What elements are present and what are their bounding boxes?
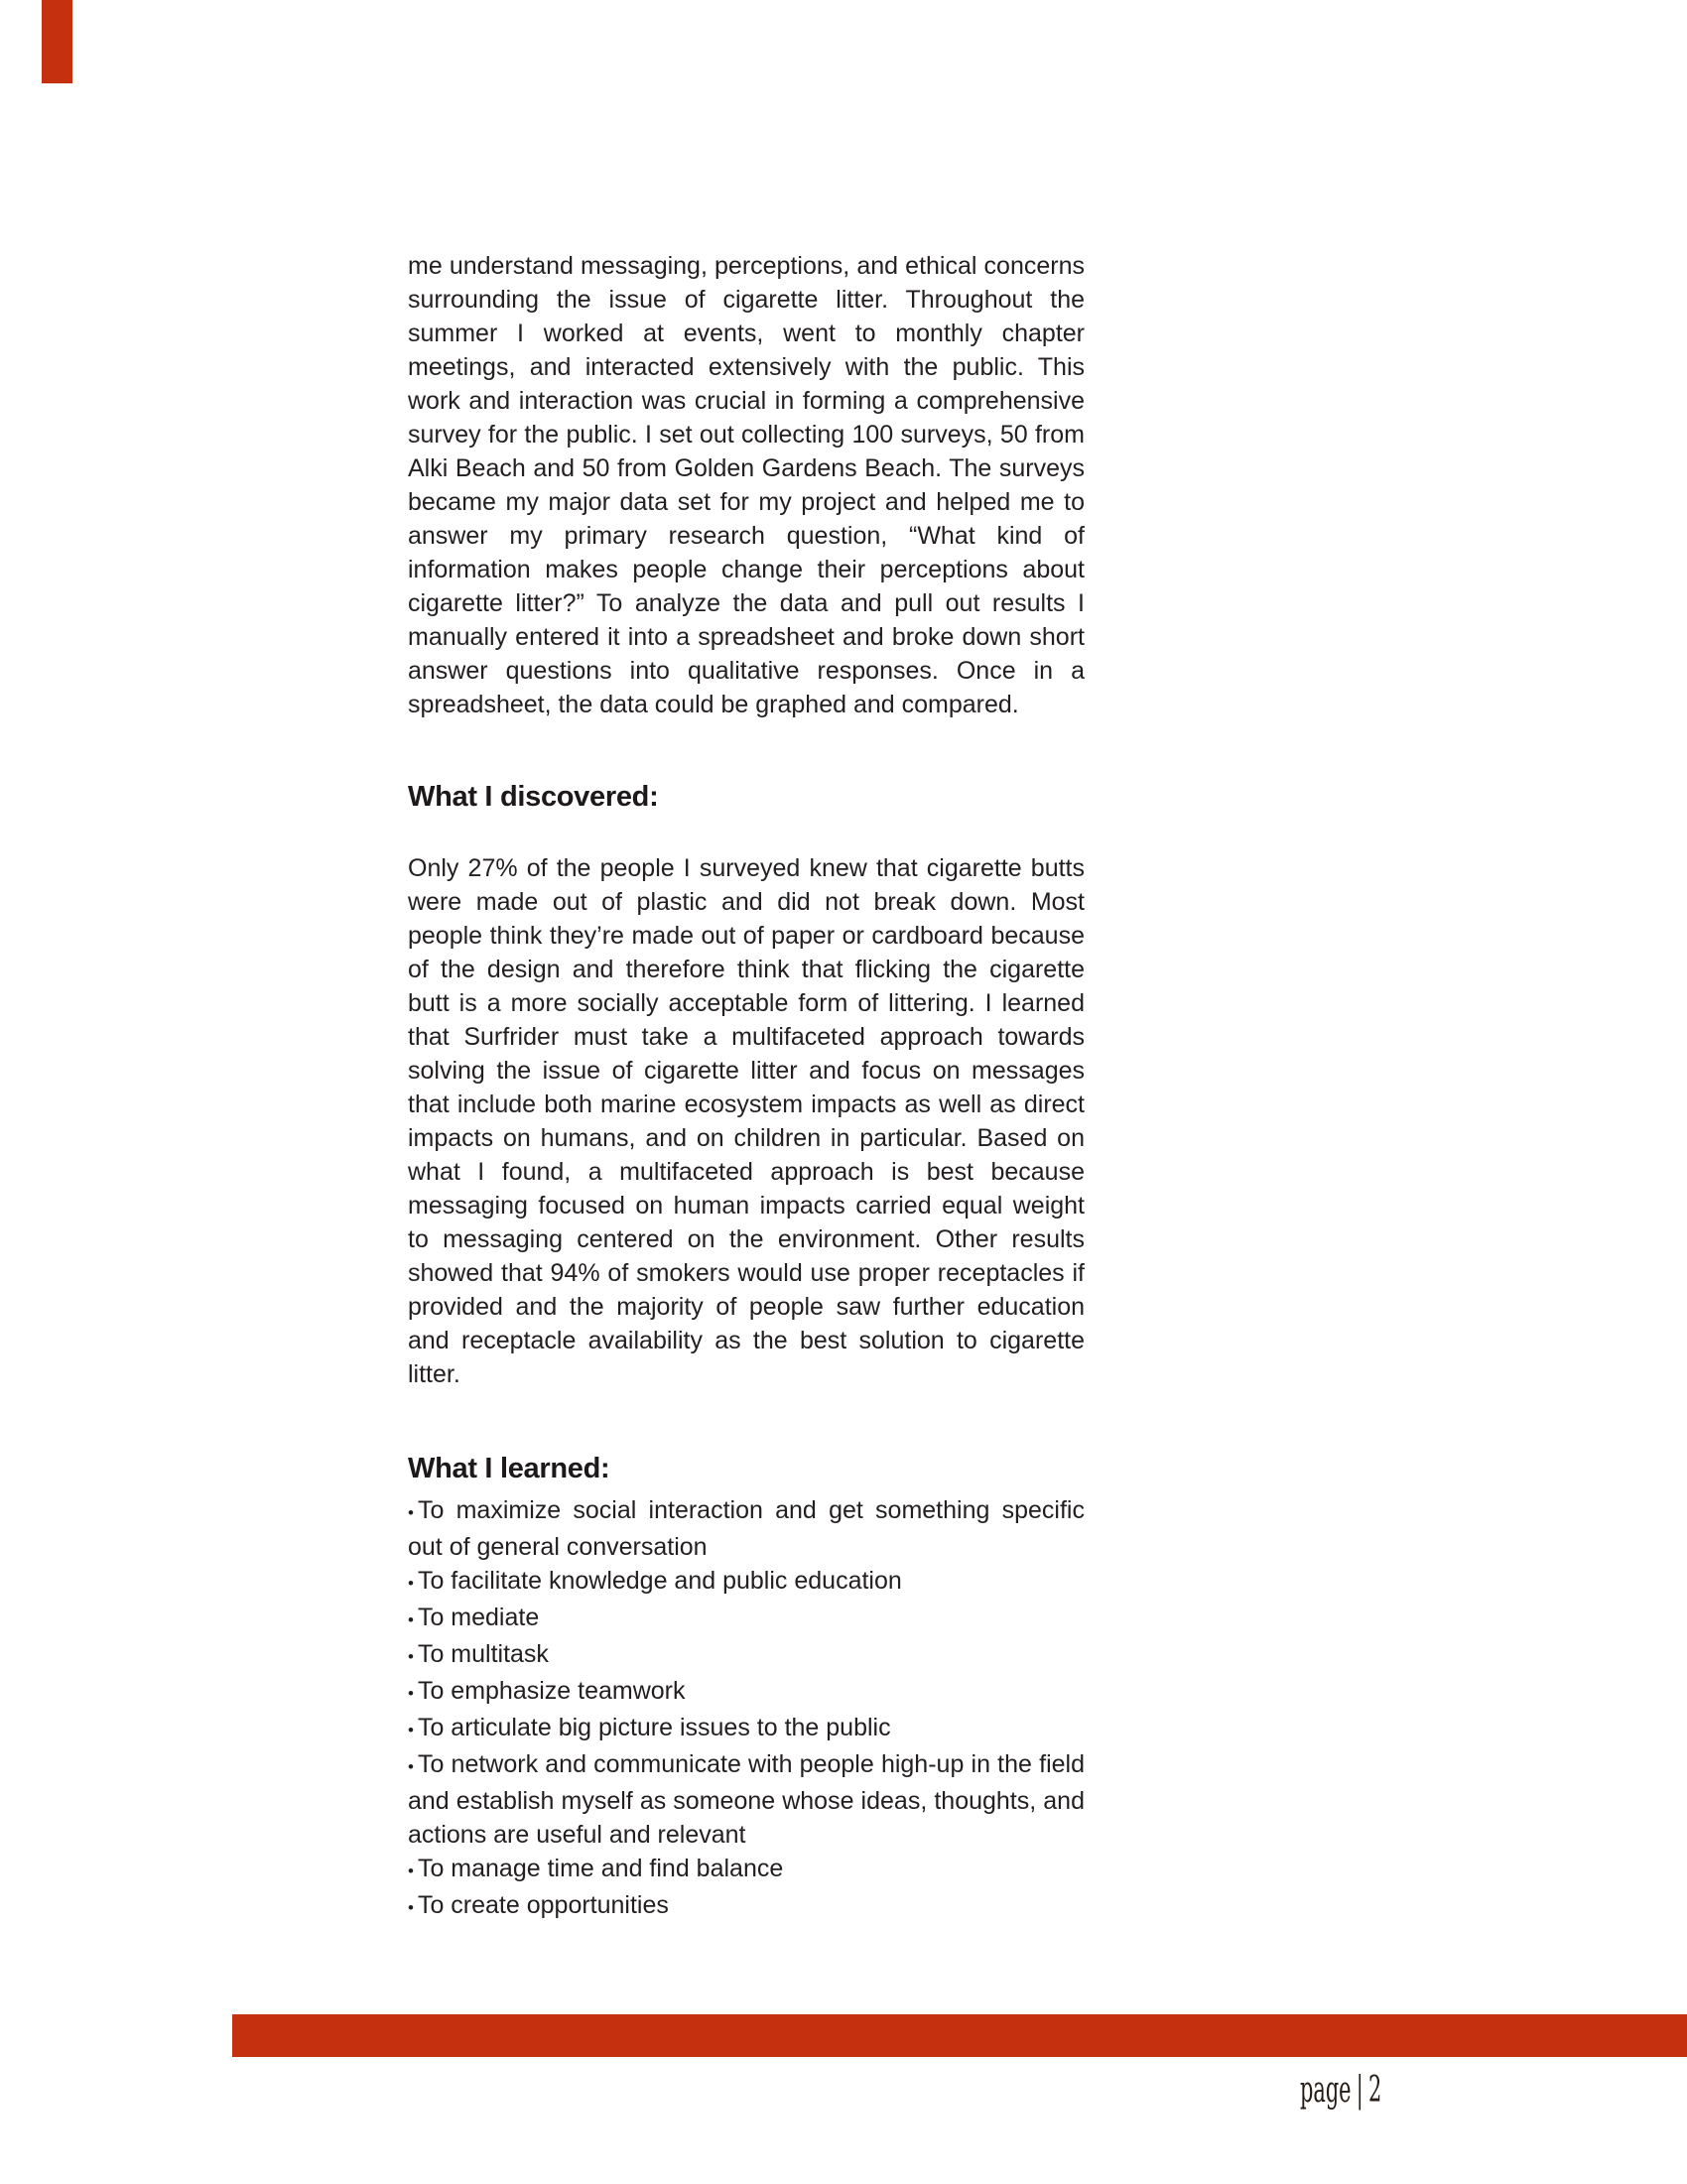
learned-list [408,1493,1085,1925]
bullet-icon: • [408,1684,414,1703]
page-footer-folio [1300,2070,1382,2111]
list-item-text: To facilitate knowledge and public education [417,1567,902,1595]
list-item [408,1493,1085,1564]
paragraph-discovered: Only 27% of the people I surveyed knew that cigarette butts were made out of plastic and did not break down. Most people think they’re made out of paper or cardboard because of the design and therefore think that flicking the cigarette butt is a more socially acceptable form of littering. I learned that Surfrider must take a multifaceted approach towards solving the issue of cigarette litter and focus on messages that include both marine ecosystem impacts as well as direct impacts on humans, and on children in particular. Based on what I found, a multifaceted approach is best because messaging focused on human impacts carried equal weight to messaging centered on the environment. Other results showed that 94% of smokers would use proper receptacles if provided and the majority of people saw further education and receptacle availability as the best solution to cigarette litter. [408,854,1085,1388]
page-number: 2 [1368,2070,1382,2111]
list-item [408,1852,1085,1888]
bullet-icon: • [408,1757,414,1776]
list-item-text: To multitask [417,1640,549,1668]
list-item-text: To network and communicate with people high-up in the field and establish myself as someone whose ideas, thoughts, and actions are useful and relevant [408,1750,1085,1849]
bullet-icon: • [408,1503,414,1522]
list-item [408,1637,1085,1674]
list-item [408,1888,1085,1925]
list-item-text: To maximize social interaction and get something specific out of general conversation [408,1496,1085,1561]
bullet-icon: • [408,1862,414,1880]
folio-separator: | [1356,2070,1363,2111]
heading-what-i-discovered: What I discovered: [408,781,659,814]
bullet-icon: • [408,1574,414,1593]
list-item-text: To manage time and find balance [417,1855,784,1882]
bullet-icon: • [408,1610,414,1629]
top-left-accent-bar [42,0,72,83]
list-item [408,1674,1085,1711]
paragraph-continuation: me understand messaging, perceptions, and ethical concerns surrounding the issue of cigarette litter. Throughout the summer I worked at events, went to monthly chapter meetings, and interacted extensively with the public. This work and interaction was crucial in forming a comprehensive survey for the public. I set out collecting 100 surveys, 50 from Alki Beach and 50 from Golden Gardens Beach. The surveys became my major data set for my project and helped me to answer my primary research question, “What kind of information makes people change their perceptions about cigarette litter?” To analyze the data and pull out results I manually entered it into a spreadsheet and broke down short answer questions into qualitative responses. Once in a spreadsheet, the data could be graphed and compared. [408,252,1085,718]
bullet-icon: • [408,1647,414,1666]
list-item [408,1747,1085,1852]
bullet-icon: • [408,1721,414,1739]
list-item-text: To emphasize teamwork [417,1677,686,1705]
list-item [408,1601,1085,1637]
list-item-text: To articulate big picture issues to the public [417,1714,891,1741]
list-item [408,1564,1085,1601]
heading-what-i-learned: What I learned: [408,1453,610,1485]
bullet-icon: • [408,1898,414,1917]
bottom-accent-bar [232,2014,1687,2057]
list-item-text: To mediate [417,1604,540,1631]
page-label: page [1300,2070,1352,2111]
list-item-text: To create opportunities [417,1891,669,1919]
list-item [408,1711,1085,1747]
